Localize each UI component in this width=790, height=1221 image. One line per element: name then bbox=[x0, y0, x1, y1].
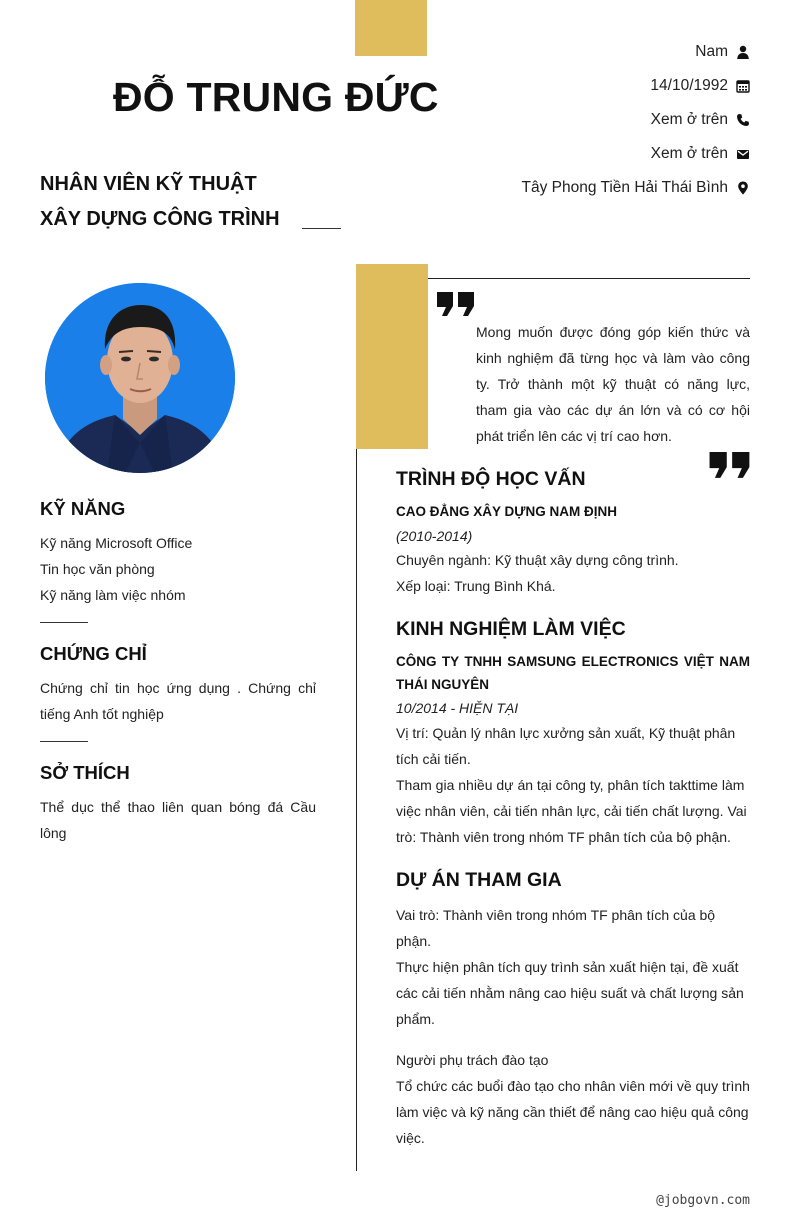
profile-photo bbox=[45, 283, 235, 473]
certificates-text: Chứng chỉ tin học ứng dụng . Chứng chỉ tiếng Anh tốt nghiệp bbox=[40, 680, 316, 722]
contact-phone bbox=[651, 108, 750, 132]
education-period: (2010-2014) bbox=[396, 528, 473, 544]
location-pin-icon bbox=[736, 181, 750, 195]
phone-text: Xem ở trên bbox=[650, 111, 728, 128]
certificates-title: CHỨNG CHỈ bbox=[40, 643, 147, 664]
skills-list bbox=[40, 530, 316, 608]
title-divider bbox=[302, 228, 341, 229]
user-icon bbox=[736, 45, 750, 59]
career-objective: Mong muốn được đóng góp kiến thức và kinh nghiệm đã từng học và làm vào công ty. Trở thành một kỹ thuật có năng lực, tham gia vào các dự án lớn và có cơ hội phát triển lên các vị trí cao hơn. bbox=[476, 324, 750, 444]
school-name: CAO ĐẲNG XÂY DỰNG NAM ĐỊNH bbox=[396, 504, 617, 519]
gender-text: Nam bbox=[695, 43, 728, 60]
education-block bbox=[396, 499, 750, 599]
footer-watermark: @jobgovn.com bbox=[656, 1193, 750, 1208]
accent-block-objective bbox=[356, 264, 428, 449]
quote-open-icon bbox=[437, 292, 475, 318]
job-title-line-2: XÂY DỰNG CÔNG TRÌNH bbox=[40, 208, 280, 230]
section-divider bbox=[40, 622, 88, 623]
project-role: Vai trò: Thành viên trong nhóm TF phân tích của bộ phận. bbox=[396, 907, 716, 949]
job-title-line-1: NHÂN VIÊN KỸ THUẬT bbox=[40, 173, 257, 195]
mail-icon bbox=[736, 147, 750, 161]
skills-title: KỸ NĂNG bbox=[40, 498, 126, 519]
skill-item: Kỹ năng làm việc nhóm bbox=[40, 587, 186, 603]
skill-item: Tin học văn phòng bbox=[40, 561, 155, 577]
hobbies-text: Thể dục thể thao liên quan bóng đá Cầu lông bbox=[40, 799, 316, 841]
project-1 bbox=[396, 902, 750, 1032]
birthday-text: 14/10/1992 bbox=[650, 77, 728, 94]
project-description: Thực hiện phân tích quy trình sản xuất hiện tại, đề xuất các cải tiến nhằm nâng cao hiệu suất và chất lượng sản phẩm. bbox=[396, 959, 744, 1027]
contact-email bbox=[651, 142, 750, 166]
project-2 bbox=[396, 1047, 750, 1151]
email-text: Xem ở trên bbox=[650, 145, 728, 162]
company-name: CÔNG TY TNHH SAMSUNG ELECTRONICS VIỆT NAM THÁI NGUYÊN bbox=[396, 654, 750, 692]
address-text: Tây Phong Tiền Hải Thái Bình bbox=[521, 179, 728, 196]
objective-top-rule bbox=[428, 278, 750, 279]
section-divider bbox=[40, 741, 88, 742]
contact-gender bbox=[695, 40, 750, 64]
skill-item: Kỹ năng Microsoft Office bbox=[40, 535, 193, 551]
column-divider-line bbox=[356, 449, 357, 1171]
contact-birthday bbox=[650, 74, 750, 98]
quote-close-icon bbox=[709, 452, 751, 480]
calendar-icon bbox=[736, 79, 750, 93]
experience-description: Tham gia nhiều dự án tại công ty, phân tích takttime làm việc nhân viên, cải tiến nhân lực, cải tiến chất lượng. Vai trò: Thành viên trong nhóm TF phân tích của bộ phận. bbox=[396, 777, 747, 845]
experience-block bbox=[396, 650, 750, 850]
phone-icon bbox=[736, 113, 750, 127]
accent-block-top bbox=[355, 0, 427, 56]
education-rank: Xếp loại: Trung Bình Khá. bbox=[396, 578, 556, 594]
candidate-name: ĐỖ TRUNG ĐỨC bbox=[113, 74, 439, 120]
contact-address bbox=[521, 176, 750, 200]
education-title: TRÌNH ĐỘ HỌC VẤN bbox=[396, 468, 586, 490]
project-role: Người phụ trách đào tạo bbox=[396, 1052, 549, 1068]
experience-title: KINH NGHIỆM LÀM VIỆC bbox=[396, 618, 626, 640]
experience-position: Vị trí: Quản lý nhân lực xưởng sản xuất, Kỹ thuật phân tích cải tiến. bbox=[396, 725, 736, 767]
projects-title: DỰ ÁN THAM GIA bbox=[396, 869, 562, 891]
education-major: Chuyên ngành: Kỹ thuật xây dựng công trình. bbox=[396, 552, 679, 568]
project-description: Tổ chức các buổi đào tạo cho nhân viên mới về quy trình làm việc và kỹ năng cần thiết để nâng cao hiệu quả công việc. bbox=[396, 1078, 750, 1146]
experience-period: 10/2014 - HIỆN TẠI bbox=[396, 700, 519, 716]
hobbies-title: SỞ THÍCH bbox=[40, 762, 130, 783]
